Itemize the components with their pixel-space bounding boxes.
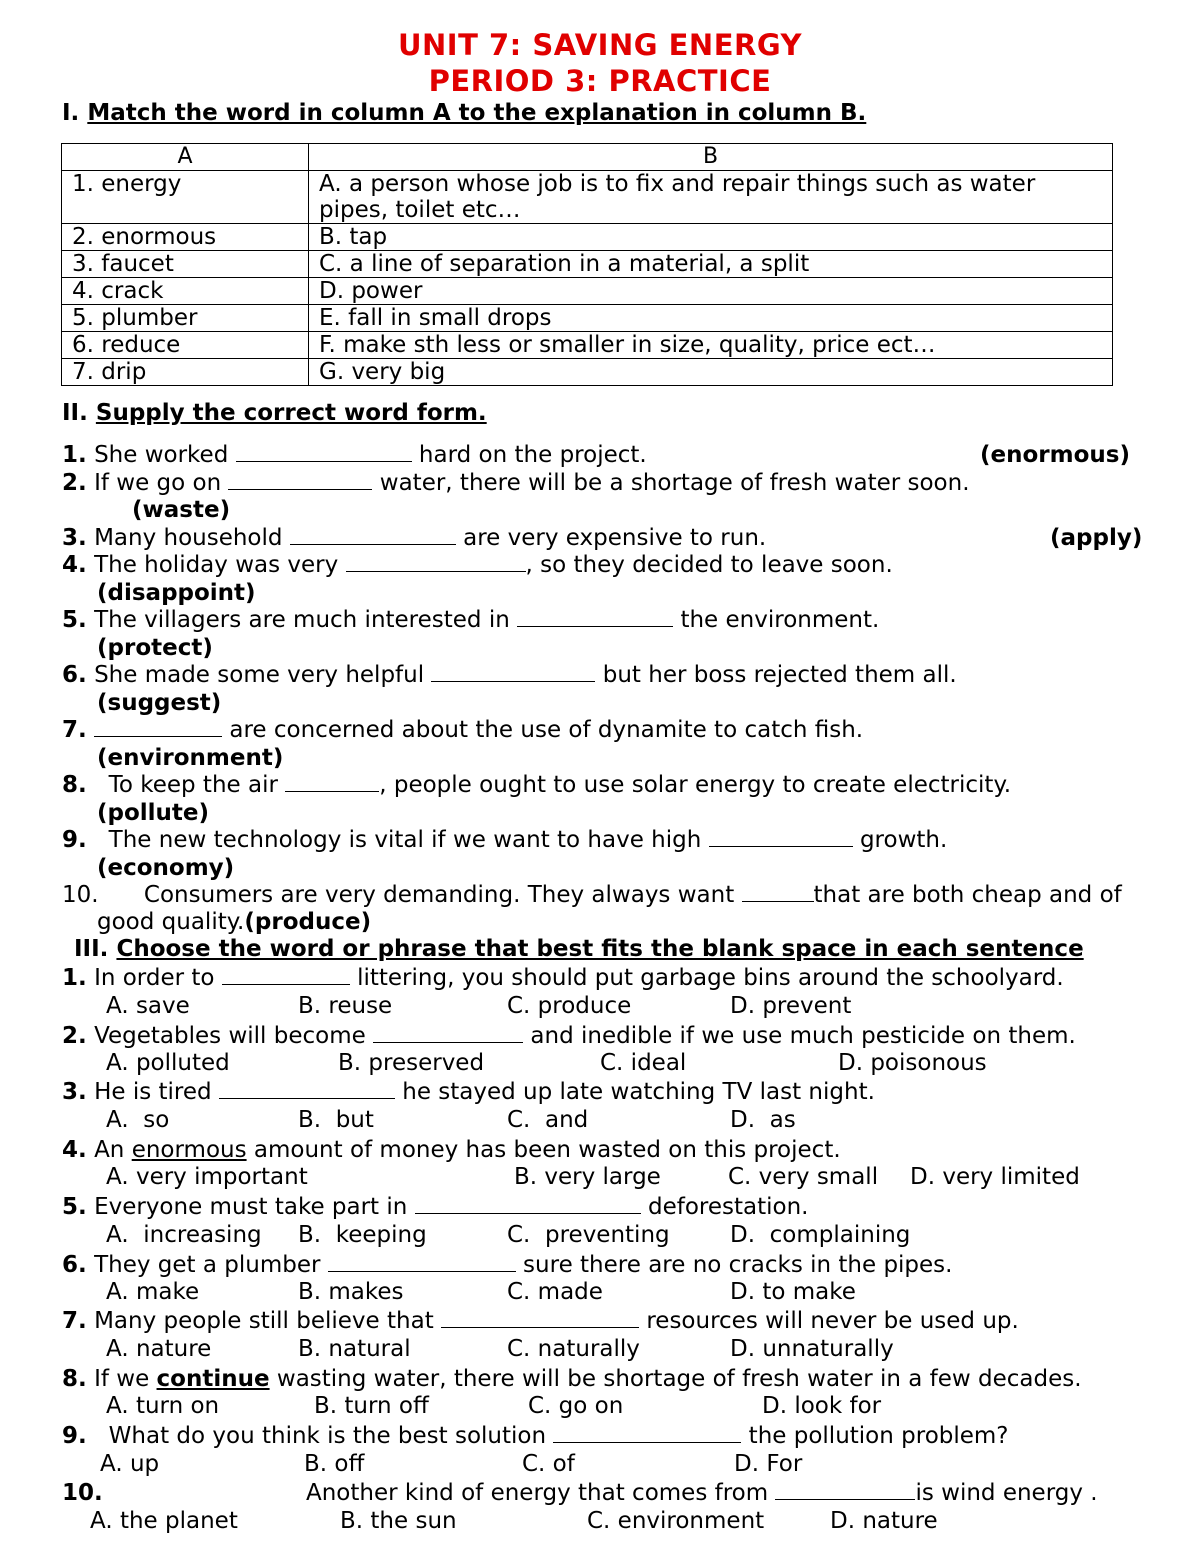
option-c[interactable]: C. go on — [528, 1393, 624, 1419]
row-word: 1. energy — [62, 171, 309, 224]
item-hint: (pollute) — [97, 800, 210, 826]
item-text-before: Consumers are very demanding. They always want — [143, 882, 742, 908]
section2-heading — [62, 400, 487, 427]
option-d[interactable]: D. unnaturally — [730, 1336, 894, 1362]
option-d[interactable]: D. complaining — [730, 1222, 911, 1248]
answer-blank[interactable] — [236, 443, 412, 462]
section1-instruction: Match the word in column A to the explanation in column B. — [87, 100, 867, 126]
mc-question — [62, 1308, 1019, 1335]
item-text-before: The holiday was very — [94, 552, 346, 578]
question-text-before: An — [94, 1137, 132, 1163]
item-text-after: are very expensive to run. — [455, 525, 767, 551]
question-text-after: is wind energy . — [915, 1480, 1098, 1506]
question-text-after: resources will never be used up. — [639, 1308, 1019, 1334]
item-hint: (produce) — [244, 909, 372, 935]
option-c[interactable]: C. and — [507, 1107, 589, 1133]
word-form-item — [62, 717, 863, 744]
answer-blank[interactable] — [346, 553, 526, 572]
item-text-before: She worked — [94, 442, 236, 468]
answer-blank[interactable] — [441, 1309, 639, 1328]
row-explanation: G. very big — [309, 359, 1113, 386]
word-form-item — [62, 442, 647, 469]
table-row — [62, 305, 1113, 332]
item-hint: (economy) — [97, 855, 235, 881]
option-c[interactable]: C. very small — [728, 1164, 879, 1190]
question-number: 5. — [62, 1194, 87, 1220]
word-form-item-continued — [97, 909, 371, 936]
option-c[interactable]: C. naturally — [507, 1336, 640, 1362]
option-b[interactable]: B. but — [298, 1107, 374, 1133]
item-hint: (protect) — [97, 635, 213, 661]
answer-blank[interactable] — [228, 471, 372, 490]
question-number: 7. — [62, 1308, 87, 1334]
answer-blank[interactable] — [285, 773, 379, 792]
mc-question — [62, 1079, 875, 1106]
row-word: 3. faucet — [62, 251, 309, 278]
item-text-before: If we go on — [94, 470, 229, 496]
item-text-before: The new technology is vital if we want to have high — [94, 827, 709, 853]
item-number: 5. — [62, 607, 87, 633]
option-a[interactable]: A. make — [106, 1279, 200, 1305]
answer-blank[interactable] — [742, 883, 814, 902]
answer-blank[interactable] — [415, 1195, 641, 1214]
table-row — [62, 359, 1113, 386]
item-hint: (apply) — [1050, 525, 1143, 551]
question-text-after: littering, you should put garbage bins around the schoolyard. — [349, 965, 1064, 991]
item-text-after: that are both cheap and of — [813, 882, 1122, 908]
option-b[interactable]: B. the sun — [340, 1508, 457, 1534]
row-word: 5. plumber — [62, 305, 309, 332]
option-a[interactable]: A. the planet — [90, 1508, 238, 1534]
section2-number: II. — [62, 400, 88, 426]
mc-question — [62, 1137, 841, 1164]
section3-number: III. — [74, 936, 109, 962]
item-number: 6. — [62, 662, 87, 688]
question-text-before: Everyone must take part in — [94, 1194, 415, 1220]
word-form-item — [62, 827, 947, 854]
option-b[interactable]: B. natural — [298, 1336, 411, 1362]
underlined-word: continue — [156, 1366, 270, 1392]
word-form-item — [62, 772, 1011, 799]
option-a[interactable]: A. up — [100, 1451, 160, 1477]
word-form-item — [62, 552, 893, 579]
question-text-after: he stayed up late watching TV last night. — [394, 1079, 875, 1105]
section1-heading — [62, 100, 866, 127]
answer-blank[interactable] — [219, 1080, 395, 1099]
option-c[interactable]: C. of — [522, 1451, 575, 1477]
table-row — [62, 224, 1113, 251]
question-text-after: deforestation. — [640, 1194, 809, 1220]
option-b[interactable]: B. off — [304, 1451, 365, 1477]
option-a[interactable]: A. so — [106, 1107, 170, 1133]
option-b[interactable]: B. reuse — [298, 993, 393, 1019]
item-hint: (enormous) — [980, 442, 1130, 468]
question-text-before: They get a plumber — [94, 1252, 328, 1278]
option-a[interactable]: A. save — [106, 993, 190, 1019]
question-text-before: What do you think is the best solution — [94, 1423, 554, 1449]
option-b[interactable]: B. turn off — [314, 1393, 429, 1419]
question-number: 2. — [62, 1023, 87, 1049]
row-explanation: E. fall in small drops — [309, 305, 1113, 332]
item-hint: (waste) — [132, 497, 231, 523]
answer-blank[interactable] — [373, 1024, 523, 1043]
question-text-after: the pollution problem? — [741, 1423, 1009, 1449]
item-text-after: but her boss rejected them all. — [595, 662, 957, 688]
question-number: 8. — [62, 1366, 87, 1392]
answer-blank[interactable] — [517, 608, 673, 627]
item-number: 4. — [62, 552, 87, 578]
option-c[interactable]: C. ideal — [600, 1050, 687, 1076]
item-hint: (disappoint) — [97, 580, 256, 606]
answer-blank[interactable] — [709, 828, 853, 847]
item-text-after: , people ought to use solar energy to create electricity. — [379, 772, 1012, 798]
period-title: PERIOD 3: PRACTICE — [428, 64, 772, 98]
option-c[interactable]: C. environment — [587, 1508, 765, 1534]
question-text-before: In order to — [94, 965, 222, 991]
item-text-before: The villagers are much interested in — [94, 607, 518, 633]
underlined-word: enormous — [131, 1137, 247, 1163]
option-b[interactable]: B. preserved — [338, 1050, 485, 1076]
word-form-item — [62, 470, 970, 497]
question-text-before: Many people still believe that — [94, 1308, 442, 1334]
item-text-after: are concerned about the use of dynamite to catch fish. — [222, 717, 864, 743]
answer-blank[interactable] — [775, 1481, 915, 1500]
row-explanation: A. a person whose job is to fix and repair things such as water pipes, toilet etc… — [309, 171, 1113, 224]
table-row — [62, 278, 1113, 305]
row-word: 2. enormous — [62, 224, 309, 251]
word-form-item — [62, 882, 1122, 909]
word-form-item — [62, 662, 957, 689]
row-explanation: D. power — [309, 278, 1113, 305]
item-text-line2: good quality. — [97, 909, 245, 935]
option-a[interactable]: A. nature — [106, 1336, 212, 1362]
option-b[interactable]: B. makes — [298, 1279, 404, 1305]
option-d[interactable]: D. look for — [762, 1393, 882, 1419]
unit-title: UNIT 7: SAVING ENERGY — [397, 28, 802, 62]
item-number: 3. — [62, 525, 87, 551]
item-number: 9. — [62, 827, 87, 853]
option-c[interactable]: C. preventing — [507, 1222, 670, 1248]
answer-blank[interactable] — [290, 526, 456, 545]
option-c[interactable]: C. produce — [507, 993, 632, 1019]
option-b[interactable]: B. keeping — [298, 1222, 427, 1248]
item-hint: (environment) — [97, 745, 284, 771]
option-d[interactable]: D. For — [734, 1451, 803, 1477]
question-text-after: wasting water, there will be shortage of fresh water in a few decades. — [269, 1366, 1082, 1392]
mc-question — [62, 1252, 952, 1279]
mc-question — [62, 1194, 808, 1221]
item-text-after: water, there will be a shortage of fresh water soon. — [372, 470, 970, 496]
question-number: 6. — [62, 1252, 87, 1278]
item-text-after: growth. — [852, 827, 948, 853]
answer-blank[interactable] — [328, 1253, 516, 1272]
item-number: 10. — [62, 882, 99, 908]
option-a[interactable]: A. increasing — [106, 1222, 262, 1248]
option-d[interactable]: D. prevent — [730, 993, 852, 1019]
option-d[interactable]: D. very limited — [910, 1164, 1080, 1190]
question-text-before: Vegetables will become — [94, 1023, 374, 1049]
option-a[interactable]: A. polluted — [106, 1050, 230, 1076]
mc-question — [62, 1480, 103, 1507]
table-row — [62, 171, 1113, 224]
answer-blank[interactable] — [553, 1424, 741, 1443]
item-text-after: the environment. — [673, 607, 880, 633]
item-number: 7. — [62, 717, 87, 743]
match-table — [61, 143, 1113, 386]
row-word: 4. crack — [62, 278, 309, 305]
mc-question — [62, 1366, 1082, 1393]
item-number: 8. — [62, 772, 87, 798]
row-explanation: B. tap — [309, 224, 1113, 251]
item-text-before: She made some very helpful — [94, 662, 432, 688]
answer-blank[interactable] — [431, 663, 595, 682]
section2-instruction: Supply the correct word form. — [95, 400, 487, 426]
question-number: 3. — [62, 1079, 87, 1105]
option-d[interactable]: D. to make — [730, 1279, 856, 1305]
question-text-before: If we — [94, 1366, 157, 1392]
mc-question-text — [306, 1480, 1098, 1507]
answer-blank[interactable] — [94, 718, 222, 737]
mc-question — [62, 1023, 1076, 1050]
option-d[interactable]: D. nature — [830, 1508, 938, 1534]
item-text-after: , so they decided to leave soon. — [525, 552, 893, 578]
item-text-before: Many household — [94, 525, 290, 551]
option-c[interactable]: C. made — [507, 1279, 603, 1305]
answer-blank[interactable] — [222, 966, 350, 985]
option-a[interactable]: A. turn on — [106, 1393, 220, 1419]
option-b[interactable]: B. very large — [514, 1164, 661, 1190]
option-d[interactable]: D. as — [730, 1107, 796, 1133]
section3-instruction: Choose the word or phrase that best fits the blank space in each sentence — [116, 936, 1084, 962]
table-row — [62, 251, 1113, 278]
item-text-before: To keep the air — [94, 772, 286, 798]
header-a: A — [62, 144, 309, 171]
section3-heading — [74, 936, 1084, 963]
item-hint: (suggest) — [97, 690, 222, 716]
item-text-after: hard on the project. — [411, 442, 647, 468]
row-word: 6. reduce — [62, 332, 309, 359]
mc-question — [62, 965, 1064, 992]
word-form-item — [62, 607, 879, 634]
question-text-after: sure there are no cracks in the pipes. — [515, 1252, 953, 1278]
mc-question — [62, 1423, 1009, 1450]
row-explanation: F. make sth less or smaller in size, quality, price ect… — [309, 332, 1113, 359]
header-b: B — [309, 144, 1113, 171]
table-row — [62, 332, 1113, 359]
word-form-item — [62, 525, 766, 552]
question-number: 10. — [62, 1480, 103, 1506]
question-text-after: amount of money has been wasted on this project. — [246, 1137, 841, 1163]
section1-number: I. — [62, 100, 80, 126]
row-word: 7. drip — [62, 359, 309, 386]
option-d[interactable]: D. poisonous — [838, 1050, 987, 1076]
question-number: 1. — [62, 965, 87, 991]
question-number: 4. — [62, 1137, 87, 1163]
question-text-before: He is tired — [94, 1079, 219, 1105]
option-a[interactable]: A. very important — [106, 1164, 308, 1190]
question-number: 9. — [62, 1423, 87, 1449]
question-text-before: Another kind of energy that comes from — [306, 1480, 776, 1506]
row-explanation: C. a line of separation in a material, a split — [309, 251, 1113, 278]
question-text-after: and inedible if we use much pesticide on them. — [523, 1023, 1076, 1049]
item-number: 1. — [62, 442, 87, 468]
item-number: 2. — [62, 470, 87, 496]
table-header-row — [62, 144, 1113, 171]
